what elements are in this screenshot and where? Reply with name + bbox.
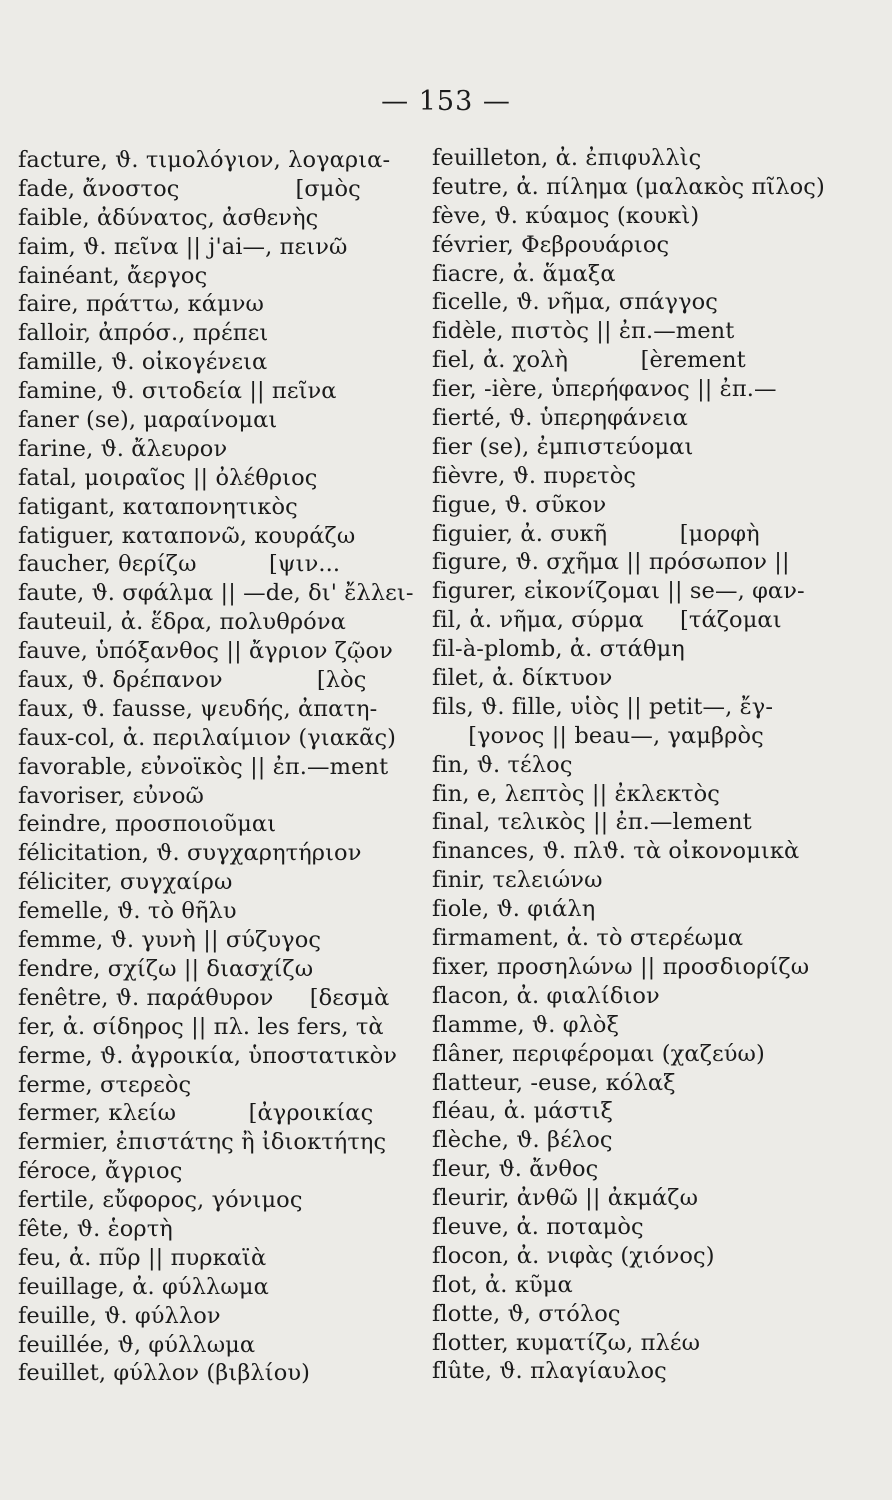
dictionary-entry: fixer, προσηλώνω || προσδιορίζω — [432, 953, 810, 980]
dictionary-entry: facture, ϑ. τιμολόγιον, λογαρια- — [18, 147, 391, 173]
dictionary-entry: ferme, στερεὸς — [18, 1071, 192, 1098]
dictionary-entry: flotter, κυματίζω, πλέω — [432, 1329, 701, 1356]
dictionary-entry: fleuve, ἀ. ποταμὸς — [432, 1213, 644, 1240]
dictionary-entry: femme, ϑ. γυνὴ || σύζυγος — [18, 927, 322, 954]
dictionary-entry: fiacre, ἀ. ἅμαξα — [432, 260, 616, 287]
dictionary-entry: famine, ϑ. σιτοδεία || πεῖνα — [18, 378, 337, 405]
dictionary-entry: final, τελικὸς || ἐπ.—lement — [432, 809, 752, 836]
dictionary-entry: félicitation, ϑ. συγχαρητήριον — [18, 840, 362, 867]
dictionary-entry: flatteur, -euse, κόλαξ — [432, 1069, 676, 1096]
dictionary-entry: figurer, εἰκονίζομαι || se—, φαν- — [432, 578, 805, 605]
dictionary-entry: fil-à-plomb, ἀ. στάθμη — [432, 636, 685, 663]
dictionary-entry: fiel, ἀ. χολὴ [èrement — [432, 347, 746, 374]
dictionary-entry: faim, ϑ. πεῖνα || j'ai—, πεινῶ — [18, 233, 348, 260]
dictionary-entry: feuilleton, ἀ. ἐπιφυλλὶς — [432, 145, 702, 171]
dictionary-entry: favoriser, εὐνοῶ — [18, 782, 204, 809]
dictionary-entry: fauteuil, ἀ. ἕδρα, πολυθρόνα — [18, 609, 346, 636]
dictionary-entry: feuillet, φύλλον (βιβλίου) — [18, 1360, 311, 1387]
dictionary-entry: fièvre, ϑ. πυρετὸς — [432, 462, 637, 489]
dictionary-entry: fil, ἀ. νῆμα, σύρμα [τάζομαι — [432, 607, 782, 634]
dictionary-column-left — [18, 146, 418, 1388]
dictionary-entry: faire, πράττω, κάμνω — [18, 291, 264, 318]
dictionary-entry: fendre, σχίζω || διασχίζω — [18, 955, 314, 982]
dictionary-entry: fatigant, καταπονητικὸς — [18, 493, 298, 520]
page-number: — 153 — — [381, 86, 511, 117]
dictionary-entry: fête, ϑ. ἑορτὴ — [18, 1215, 173, 1242]
dictionary-entry: firmament, ἀ. τὸ στερέωμα — [432, 925, 744, 952]
dictionary-entry: fainéant, ἄεργος — [18, 262, 208, 289]
dictionary-entry: faner (se), μαραίνομαι — [18, 407, 278, 434]
dictionary-entry: figuier, ἀ. συκῆ [μορφὴ — [432, 520, 760, 547]
dictionary-entry: feutre, ἀ. πίλημα (μαλακὸς πῖλος) — [432, 173, 825, 200]
dictionary-entry: fierté, ϑ. ὑπερηφάνεια — [432, 405, 688, 432]
dictionary-entry: faible, ἀδύνατος, ἀσθενὴς — [18, 204, 319, 231]
dictionary-entry: fleurir, ἀνθῶ || ἀκμάζω — [432, 1185, 699, 1212]
dictionary-entry: fenêtre, ϑ. παράθυρον [δεσμὰ — [18, 984, 390, 1011]
dictionary-entry: fève, ϑ. κύαμος (κουκὶ) — [432, 202, 700, 229]
dictionary-entry: figue, ϑ. σῦκον — [432, 491, 607, 518]
dictionary-entry: figure, ϑ. σχῆμα || πρόσωπον || — [432, 549, 790, 576]
dictionary-entry: feu, ἀ. πῦρ || πυρκαϊὰ — [18, 1244, 267, 1271]
dictionary-entry: faux, ϑ. δρέπανον [λὸς — [18, 667, 367, 694]
dictionary-entry: fin, e, λεπτὸς || ἐκλεκτὸς — [432, 780, 721, 807]
dictionary-entry: flot, ἀ. κῦμα — [432, 1271, 573, 1298]
dictionary-entry: fiole, ϑ. φιάλη — [432, 896, 596, 923]
dictionary-entry: faux-col, ἀ. περιλαίμιον (γιακᾶς) — [18, 724, 397, 751]
dictionary-entry: feuillage, ἀ. φύλλωμα — [18, 1273, 269, 1300]
dictionary-entry: finir, τελειώνω — [432, 867, 603, 894]
dictionary-entry: fer, ἀ. σίδηρος || πλ. les fers, τὰ — [18, 1013, 384, 1040]
dictionary-entry: février, Φεβρουάριος — [432, 231, 670, 258]
dictionary-entry: flûte, ϑ. πλαγίαυλος — [432, 1358, 667, 1385]
dictionary-entry: fade, ἄνοστος [σμὸς — [18, 175, 361, 202]
dictionary-entry: fatal, μοιραῖος || ὀλέθριος — [18, 464, 318, 491]
dictionary-entry: fleur, ϑ. ἄνθος — [432, 1156, 599, 1183]
dictionary-entry: filet, ἀ. δίκτυον — [432, 665, 613, 692]
dictionary-entry: flâner, περιφέρομαι (χαζεύω) — [432, 1040, 765, 1067]
dictionary-entry: feuille, ϑ. φύλλον — [18, 1302, 221, 1329]
dictionary-entry: [γονος || beau—, γαμβρὸς — [432, 722, 764, 749]
dictionary-entry: flèche, ϑ. βέλος — [432, 1127, 613, 1154]
dictionary-entry: flamme, ϑ. φλὸξ — [432, 1011, 620, 1038]
dictionary-entry: fier, -ière, ὑπερήφανος || ἐπ.— — [432, 376, 777, 403]
dictionary-entry: finances, ϑ. πλϑ. τὰ οἰκονομικὰ — [432, 838, 800, 865]
dictionary-entry: féroce, ἄγριος — [18, 1158, 183, 1185]
dictionary-entry: fatiguer, καταπονῶ, κουράζω — [18, 522, 356, 549]
dictionary-entry: féliciter, συγχαίρω — [18, 869, 233, 896]
dictionary-entry: flotte, ϑ, στόλος — [432, 1300, 621, 1327]
dictionary-entry: fléau, ἀ. μάστιξ — [432, 1098, 613, 1125]
dictionary-entry: femelle, ϑ. τὸ θῆλυ — [18, 898, 237, 925]
dictionary-entry: famille, ϑ. οἰκογένεια — [18, 349, 268, 376]
dictionary-entry: flacon, ἀ. φιαλίδιον — [432, 982, 660, 1009]
dictionary-entry: fin, ϑ. τέλος — [432, 751, 573, 778]
dictionary-entry: fermier, ἐπιστάτης ἢ ἰδιοκτήτης — [18, 1129, 387, 1156]
dictionary-entry: ficelle, ϑ. νῆμα, σπάγγος — [432, 289, 719, 316]
dictionary-entry: faux, ϑ. fausse, ψευδής, ἀπατη- — [18, 695, 378, 722]
dictionary-entry: feuillée, ϑ, φύλλωμα — [18, 1331, 256, 1358]
dictionary-entry: flocon, ἀ. νιφὰς (χιόνος) — [432, 1242, 715, 1269]
dictionary-entry: farine, ϑ. ἄλευρον — [18, 435, 228, 462]
dictionary-entry: feindre, προσποιοῦμαι — [18, 811, 277, 838]
dictionary-entry: faucher, θερίζω [ψιν... — [18, 551, 341, 578]
dictionary-entry: falloir, ἀπρόσ., πρέπει — [18, 320, 269, 347]
dictionary-column-right — [432, 144, 832, 1386]
dictionary-entry: fier (se), ἐμπιστεύομαι — [432, 433, 694, 460]
dictionary-entry: favorable, εὐνοϊκὸς || ἐπ.—ment — [18, 753, 389, 780]
dictionary-entry: ferme, ϑ. ἀγροικία, ὑποστατικὸν — [18, 1042, 398, 1069]
dictionary-entry: fermer, κλείω [ἀγροικίας — [18, 1100, 374, 1127]
dictionary-entry: fidèle, πιστὸς || ἐπ.—ment — [432, 318, 735, 345]
dictionary-entry: fertile, εὔφορος, γόνιμος — [18, 1187, 303, 1214]
dictionary-entry: fauve, ὑπόξανθος || ἄγριον ζῷον — [18, 638, 393, 665]
dictionary-entry: faute, ϑ. σφάλμα || —de, δι' ἔλλει- — [18, 580, 414, 607]
dictionary-entry: fils, ϑ. fille, υἱὸς || petit—, ἔγ- — [432, 693, 774, 720]
